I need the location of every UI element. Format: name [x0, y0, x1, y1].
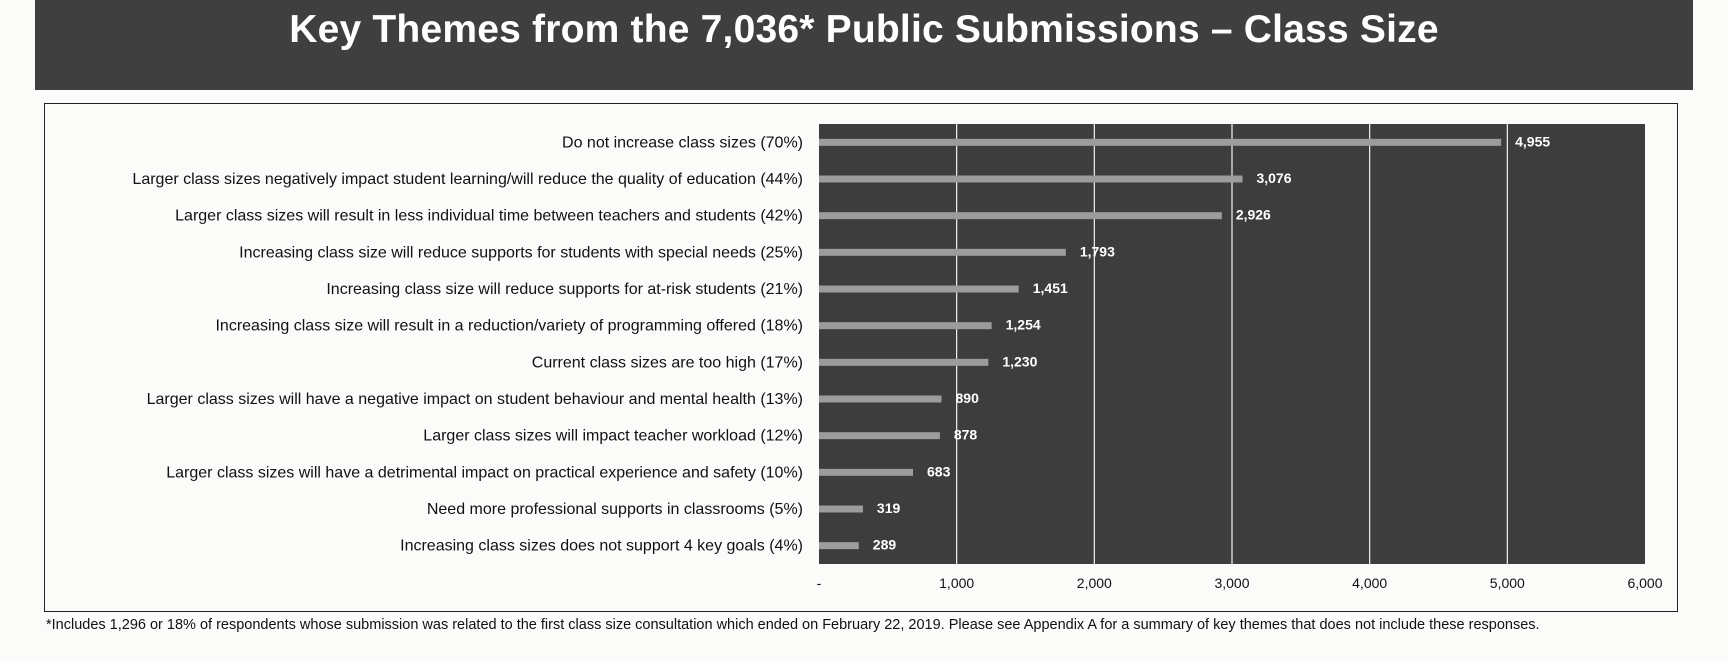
x-tick-label: 4,000 [1352, 575, 1388, 591]
x-tick-label: 3,000 [1214, 575, 1250, 591]
bar [819, 139, 1501, 146]
value-label: 289 [872, 536, 897, 553]
category-label: Larger class sizes will impact teacher workload (12%) [423, 427, 803, 445]
title-banner [35, 0, 1693, 90]
bar [819, 249, 1066, 256]
value-label: 683 [927, 463, 951, 480]
category-label: Current class sizes are too high (17%) [531, 354, 803, 372]
value-label: 878 [953, 426, 978, 443]
category-label: Larger class sizes will have a negative impact on student behaviour and mental health (13%) [146, 391, 803, 408]
value-label: 1,254 [1005, 316, 1041, 333]
bar [819, 322, 992, 329]
category-label: Larger class sizes will result in less individual time between teachers and students (42%) [175, 207, 803, 225]
bar [819, 359, 988, 366]
category-label: Increasing class size will result in a reduction/variety of programming offered (18%) [215, 317, 803, 335]
category-label: Increasing class size will reduce supports for students with special needs (25%) [239, 244, 803, 262]
category-label: Do not increase class sizes (70%) [562, 134, 803, 152]
category-label: Need more professional supports in classrooms (5%) [426, 501, 803, 518]
value-label: 2,926 [1235, 206, 1271, 223]
chart-frame [44, 103, 1678, 612]
value-label: 1,793 [1079, 243, 1115, 260]
value-label: 3,076 [1256, 170, 1292, 186]
bar [819, 212, 1222, 219]
chart-title: Key Themes from the 7,036* Public Submissions – Class Size [289, 8, 1439, 51]
x-tick-label: 2,000 [1076, 575, 1112, 591]
bar-chart [45, 104, 1677, 611]
bar [819, 286, 1019, 293]
bar [819, 432, 940, 439]
category-label: Larger class sizes will have a detrimental impact on practical experience and safety (10%) [166, 464, 803, 482]
bar [819, 396, 942, 403]
x-tick-label: - [816, 575, 822, 591]
bar [819, 542, 859, 549]
value-label: 890 [955, 390, 979, 406]
bar [819, 176, 1242, 183]
value-label: 319 [876, 500, 901, 516]
value-label: 4,955 [1515, 133, 1551, 150]
bar [819, 506, 863, 513]
footnote: *Includes 1,296 or 18% of respondents whose submission was related to the first class size consultation which ended on February 22, 2019. Please see Appendix A for a summary of key themes that does not include these responses. [46, 617, 1540, 633]
value-label: 1,451 [1032, 280, 1068, 296]
category-label: Increasing class sizes does not support 4 key goals (4%) [400, 537, 803, 555]
x-tick-label: 1,000 [939, 575, 975, 591]
bar [819, 469, 913, 476]
category-label: Larger class sizes negatively impact student learning/will reduce the quality of education (44%) [132, 171, 803, 188]
category-label: Increasing class size will reduce supports for at-risk students (21%) [326, 281, 803, 298]
value-label: 1,230 [1002, 353, 1038, 370]
x-tick-label: 5,000 [1489, 575, 1525, 591]
x-tick-label: 6,000 [1627, 575, 1663, 591]
